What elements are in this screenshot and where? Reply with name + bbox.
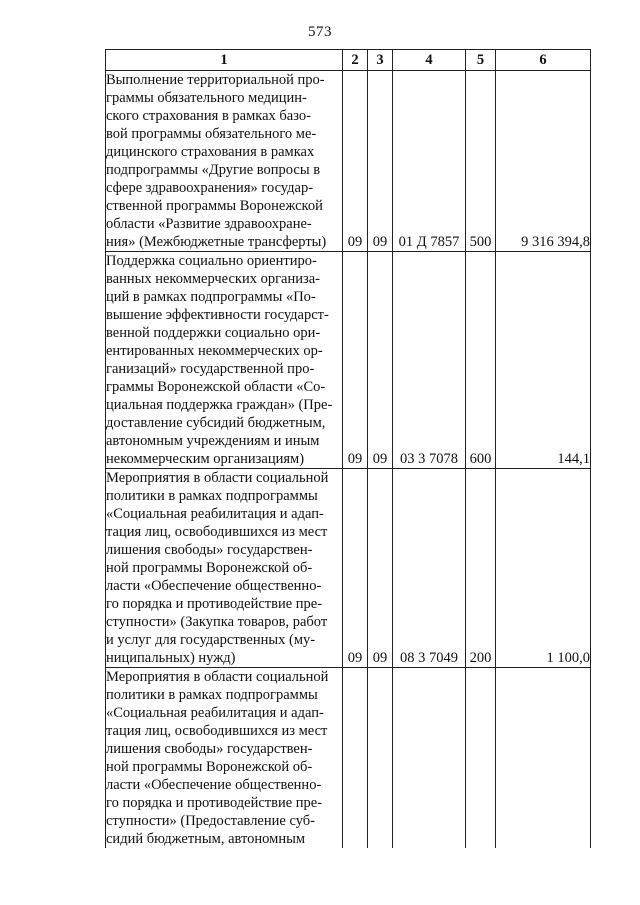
page-number: 573 [308, 24, 332, 40]
description-line: ной программы Воронежской об- [106, 759, 313, 775]
description-line: Выполнение территориальной про- [106, 72, 325, 88]
description-line: сфере здравоохранения» государ- [106, 180, 314, 196]
description-line: Мероприятия в области социальной [106, 470, 329, 486]
table-header-row [106, 50, 591, 71]
description-line: политики в рамках подпрограммы [106, 687, 318, 703]
description-line: ственной программы Воронежской [106, 198, 323, 214]
column-header-1: 1 [106, 50, 343, 71]
description-line: ского страхования в рамках базо- [106, 108, 311, 124]
description-line: вышение эффективности государст- [106, 307, 329, 323]
table-row [106, 668, 591, 849]
description-line: некоммерческим организациям) [106, 451, 305, 467]
column-header-6: 6 [496, 50, 591, 71]
description-line: тация лиц, освободившихся из мест [106, 524, 328, 540]
budget-table [105, 49, 591, 848]
amount: 1 100,0 [496, 469, 591, 668]
subsection-code: 09 [368, 252, 393, 469]
description-line: ентированных некоммерческих ор- [106, 343, 323, 359]
subsection-code: 09 [368, 469, 393, 668]
section-code: 09 [343, 252, 368, 469]
target-item-code [393, 668, 466, 849]
description-line: циальная поддержка граждан» (Пре- [106, 397, 333, 413]
amount: 9 316 394,8 [496, 71, 591, 252]
description-line: «Социальная реабилитация и адап- [106, 705, 324, 721]
column-header-3: 3 [368, 50, 393, 71]
column-header-2: 2 [343, 50, 368, 71]
table-row [106, 71, 591, 252]
description-line: области «Развитие здравоохране- [106, 216, 312, 232]
column-header-5: 5 [466, 50, 496, 71]
description-line: лишения свободы» государствен- [106, 741, 313, 757]
description-line: дицинского страхования в рамках [106, 144, 315, 160]
description-line: го порядка и противодействие пре- [106, 596, 323, 612]
target-item-code: 01 Д 7857 [393, 71, 466, 252]
description-line: Поддержка социально ориентиро- [106, 253, 317, 269]
target-item-code: 03 3 7078 [393, 252, 466, 469]
target-item-code: 08 3 7049 [393, 469, 466, 668]
column-header-4: 4 [393, 50, 466, 71]
description-line: лишения свободы» государствен- [106, 542, 313, 558]
description-line: ной программы Воронежской об- [106, 560, 313, 576]
description-line: граммы обязательного медицин- [106, 90, 307, 106]
row-description [106, 668, 343, 849]
description-line: го порядка и противодействие пре- [106, 795, 323, 811]
row-description [106, 71, 343, 252]
description-line: политики в рамках подпрограммы [106, 488, 318, 504]
description-line: ступности» (Предоставление суб- [106, 813, 315, 829]
description-line: подпрограммы «Другие вопросы в [106, 162, 321, 178]
description-line: тация лиц, освободившихся из мест [106, 723, 328, 739]
description-line: ниципальных) нужд) [106, 650, 236, 666]
description-line: ния» (Межбюджетные трансферты) [106, 234, 327, 250]
expense-type-code: 200 [466, 469, 496, 668]
description-line: ласти «Обеспечение общественно- [106, 777, 322, 793]
description-line: ганизаций» государственной про- [106, 361, 315, 377]
description-line: ций в рамках подпрограммы «По- [106, 289, 316, 305]
description-line: ступности» (Закупка товаров, работ [106, 614, 328, 630]
table-row [106, 469, 591, 668]
row-description [106, 252, 343, 469]
expense-type-code: 600 [466, 252, 496, 469]
section-code: 09 [343, 71, 368, 252]
description-line: вой программы обязательного ме- [106, 126, 317, 142]
subsection-code [368, 668, 393, 849]
description-line: сидий бюджетным, автономным [106, 831, 305, 847]
description-line: Мероприятия в области социальной [106, 669, 329, 685]
section-code [343, 668, 368, 849]
description-line: ванных некоммерческих организа- [106, 271, 320, 287]
subsection-code: 09 [368, 71, 393, 252]
expense-type-code [466, 668, 496, 849]
expense-type-code: 500 [466, 71, 496, 252]
description-line: автономным учреждениям и иным [106, 433, 320, 449]
description-line: ласти «Обеспечение общественно- [106, 578, 322, 594]
row-description [106, 469, 343, 668]
section-code: 09 [343, 469, 368, 668]
description-line: и услуг для государственных (му- [106, 632, 316, 648]
table-row [106, 252, 591, 469]
description-line: доставление субсидий бюджетным, [106, 415, 326, 431]
amount: 144,1 [496, 252, 591, 469]
description-line: венной поддержки социально ори- [106, 325, 321, 341]
description-line: «Социальная реабилитация и адап- [106, 506, 324, 522]
description-line: граммы Воронежской области «Со- [106, 379, 326, 395]
amount [496, 668, 591, 849]
